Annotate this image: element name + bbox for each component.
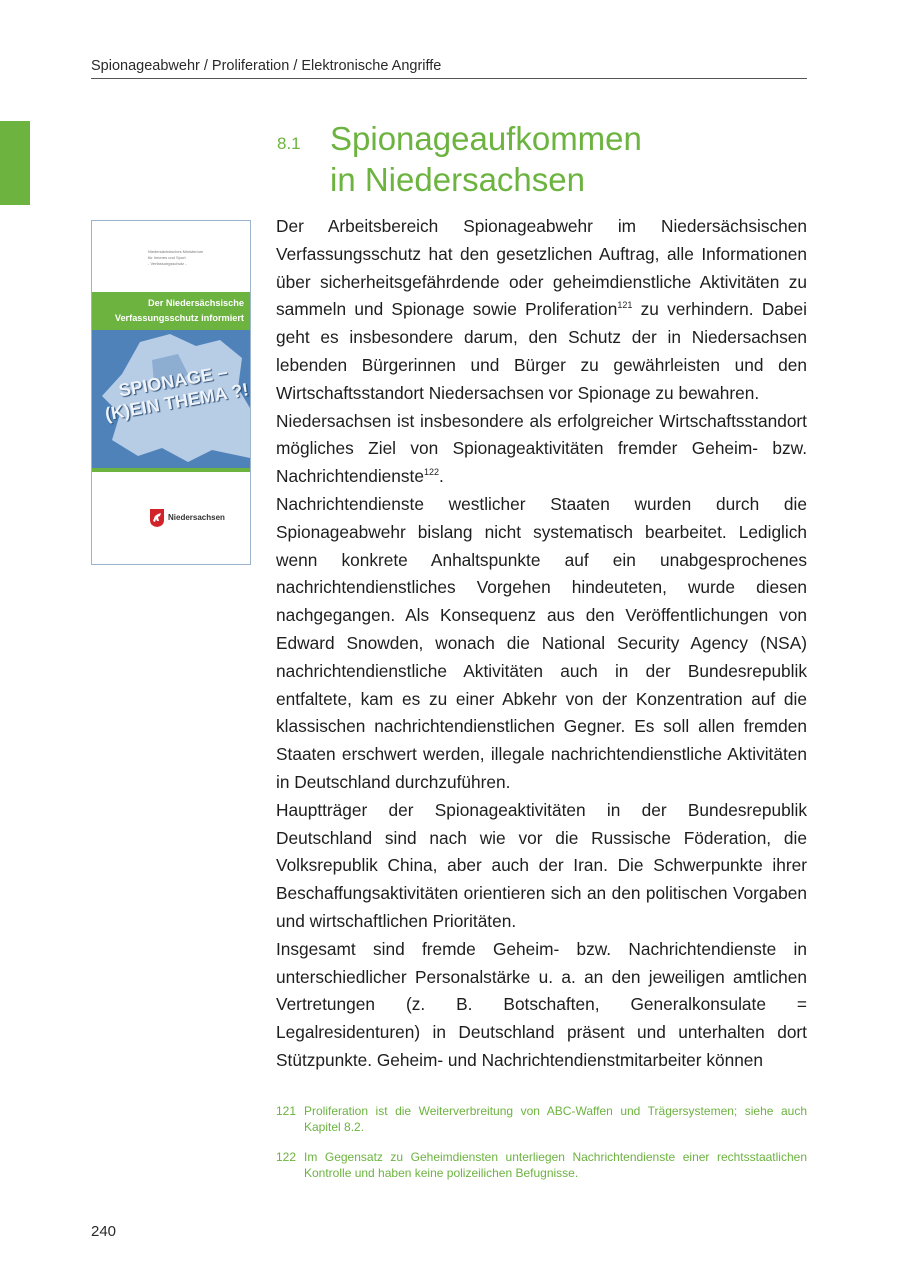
cover-headline: SPIONAGE – (K)EIN THEMA ?!	[103, 361, 251, 425]
cover-green-strip	[92, 468, 250, 472]
brochure-cover-image	[91, 220, 251, 565]
paragraph-4: Hauptträger der Spionageaktivitäten in der Bundesrepublik Deutschland sind nach wie vor die Russische Föderation, die Volksrepublik China, aber auch der Iran. Die Schwerpunkte ihrer Beschaffungsaktivitäten orientieren sich an den politischen Vorgaben und wirtschaftlichen Prioritäten.	[276, 799, 807, 931]
footnotes	[276, 1104, 807, 1181]
section-heading: Spionageaufkommen in Niedersachsen	[330, 120, 642, 198]
paragraph-3: Nachrichtendienste westlicher Staaten wurden durch die Spionageabwehr bislang nicht systematisch bearbeitet. Lediglich wenn konkrete Anhaltspunkte auf ein unabgesprochenes nachrichtendienstliches Vorgehen hindeuteten, wurde diesen nachgegangen. Als Konsequenz aus den Veröffentlichungen von Edward Snowden, wonach die National Security Agency (NSA) nachrichtendienstliche Aktivitäten auch in der Bundesrepublik entfaltete, kam es zu einer Abkehr von der Konzentration auf die klassischen nachrichtendienstlichen Gegner. Es soll allen fremden Staaten erschwert werden, illegale nachrichtendienstliche Aktivitäten in Deutschland durchzuführen.	[276, 493, 807, 792]
footnote-text: Im Gegensatz zu Geheimdiensten unterliegen Nachrichtendienste einer rechtsstaatlichen Kontrolle und haben keine polizeilichen Befugnisse.	[304, 1150, 807, 1180]
paragraph-5: Insgesamt sind fremde Geheim- bzw. Nachrichtendienste in unterschiedlicher Personalstärke u. a. an den jeweiligen amtlichen Vertretungen (z. B. Botschaften, Generalkonsulate = Legalresidenturen) in Deutschland präsent und unterhalten dort Stützpunkte. Geheim- und Nachrichtendienstmitarbeiter können	[276, 938, 807, 1070]
footnote-122	[276, 1150, 807, 1181]
footnote-number: 122	[276, 1150, 297, 1164]
section-number: 8.1	[277, 134, 301, 153]
cover-band-title: Der Niedersächsische Verfassungsschutz informiert	[92, 292, 250, 330]
footnote-ref-121[interactable]: 121	[617, 300, 633, 311]
horse-crest-icon	[150, 509, 164, 527]
running-head: Spionageabwehr / Proliferation / Elektronische Angriffe	[91, 58, 807, 79]
footnote-ref-122[interactable]: 122	[423, 467, 439, 478]
footnote-text: Proliferation ist die Weiterverbreitung von ABC-Waffen und Trägersystemen; siehe auch Kapitel 8.2.	[304, 1104, 807, 1134]
cover-publisher: Niedersächsisches Ministerium für Inneres und Sport - Verfassungsschutz -	[148, 249, 204, 266]
paragraph-1: Der Arbeitsbereich Spionageabwehr im Niedersächsischen Verfassungsschutz hat den gesetzlichen Auftrag, alle Informationen über sicherheitsgefährdende oder geheimdienstliche Aktivitäten zu sammeln und Spionage sowie Proliferation$^{121}$ zu verhindern. Dabei geht es insbesondere darum, den Schutz der in Niedersachsen lebenden Bürgerinnen und Bürger zu gewährleisten und den Wirtschaftsstandort Niedersachsen vor Spionage zu bewahren.	[276, 216, 807, 403]
chapter-tab-marker	[0, 121, 30, 205]
paragraph-2: Niedersachsen ist insbesondere als erfolgreicher Wirtschaftsstandort mögliches Ziel von Spionageaktivitäten fremder Geheim- bzw. Nachrichtendienste$^{122}$.	[276, 410, 807, 487]
footnote-number: 121	[276, 1104, 297, 1118]
page-number: 240	[91, 1223, 117, 1240]
footnote-121	[276, 1104, 807, 1135]
body-text	[276, 213, 807, 1075]
cover-state-name: Niedersachsen	[168, 513, 225, 522]
